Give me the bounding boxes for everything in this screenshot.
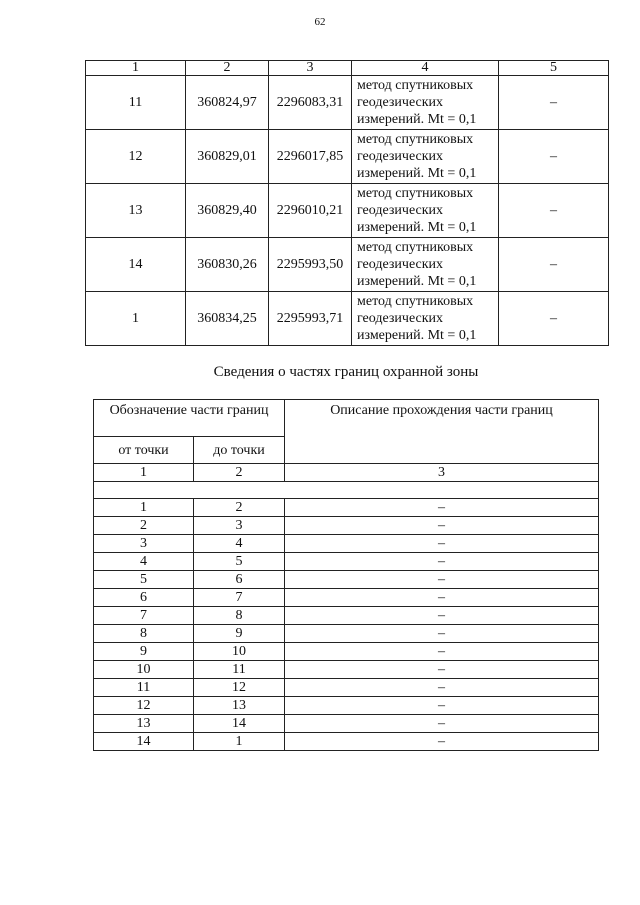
column-number-cell: 4	[352, 61, 499, 76]
coordinates-row	[86, 184, 609, 238]
column-number-cell: 5	[499, 61, 609, 76]
parts-row	[94, 643, 599, 661]
method-line: геодезических	[357, 311, 444, 326]
column-number-cell: 1	[86, 61, 186, 76]
y-coordinate-cell: 2296083,31	[269, 76, 352, 130]
method-line: геодезических	[357, 95, 444, 110]
parts-row	[94, 607, 599, 625]
x-coordinate-cell: 360824,97	[186, 76, 269, 130]
from-point-cell: 8	[94, 625, 194, 643]
section-title: Сведения о частях границ охранной зоны	[213, 364, 479, 380]
from-point-cell: 9	[94, 643, 194, 661]
note-cell: –	[499, 76, 609, 130]
parts-row	[94, 553, 599, 571]
to-point-cell: 9	[194, 625, 285, 643]
method-line: геодезических	[357, 149, 444, 164]
description-cell: –	[285, 607, 599, 625]
parts-row	[94, 697, 599, 715]
from-point-cell: 6	[94, 589, 194, 607]
parts-row	[94, 499, 599, 517]
x-coordinate-cell: 360834,25	[186, 292, 269, 346]
method-cell	[352, 76, 499, 130]
x-coordinate-cell: 360830,26	[186, 238, 269, 292]
to-point-cell: 7	[194, 589, 285, 607]
to-point-cell: 10	[194, 643, 285, 661]
to-point-cell: 6	[194, 571, 285, 589]
method-line: метод спутниковых	[357, 78, 474, 93]
designation-header: Обозначение части границ	[94, 400, 285, 437]
parts-row	[94, 661, 599, 679]
parts-row	[94, 679, 599, 697]
description-cell: –	[285, 589, 599, 607]
method-cell	[352, 184, 499, 238]
point-number-cell: 14	[86, 238, 186, 292]
column-number-cell: 2	[186, 61, 269, 76]
y-coordinate-cell: 2295993,50	[269, 238, 352, 292]
note-cell: –	[499, 130, 609, 184]
parts-row	[94, 625, 599, 643]
coordinates-row	[86, 238, 609, 292]
to-point-cell: 8	[194, 607, 285, 625]
description-cell: –	[285, 679, 599, 697]
from-point-cell: 7	[94, 607, 194, 625]
parts-row	[94, 517, 599, 535]
y-coordinate-cell: 2296017,85	[269, 130, 352, 184]
point-number-cell: 11	[86, 76, 186, 130]
description-cell: –	[285, 625, 599, 643]
parts-row	[94, 571, 599, 589]
method-line: измерений. Mt = 0,1	[357, 274, 477, 289]
to-point-cell: 4	[194, 535, 285, 553]
coordinates-header-row	[86, 61, 609, 76]
to-point-cell: 5	[194, 553, 285, 571]
note-cell: –	[499, 238, 609, 292]
note-cell: –	[499, 292, 609, 346]
to-point-cell: 3	[194, 517, 285, 535]
method-line: геодезических	[357, 257, 444, 272]
from-point-cell: 4	[94, 553, 194, 571]
from-point-cell: 3	[94, 535, 194, 553]
from-point-header: от точки	[94, 437, 194, 464]
description-cell: –	[285, 517, 599, 535]
description-cell: –	[285, 499, 599, 517]
x-coordinate-cell: 360829,01	[186, 130, 269, 184]
column-number-cell: 3	[285, 464, 599, 482]
description-cell: –	[285, 535, 599, 553]
method-line: измерений. Mt = 0,1	[357, 328, 477, 343]
coordinates-table	[85, 60, 609, 346]
method-cell	[352, 292, 499, 346]
description-cell: –	[285, 715, 599, 733]
boundary-parts-table	[93, 399, 599, 751]
to-point-cell: 13	[194, 697, 285, 715]
point-number-cell: 13	[86, 184, 186, 238]
from-point-cell: 11	[94, 679, 194, 697]
parts-empty-row	[94, 482, 599, 499]
from-point-cell: 5	[94, 571, 194, 589]
method-line: измерений. Mt = 0,1	[357, 220, 477, 235]
parts-header-row	[94, 400, 599, 437]
point-number-cell: 12	[86, 130, 186, 184]
method-line: измерений. Mt = 0,1	[357, 112, 477, 127]
to-point-cell: 11	[194, 661, 285, 679]
note-cell: –	[499, 184, 609, 238]
parts-row	[94, 715, 599, 733]
page-number: 62	[314, 16, 326, 28]
to-point-cell: 14	[194, 715, 285, 733]
description-cell: –	[285, 553, 599, 571]
coordinates-row	[86, 292, 609, 346]
method-line: метод спутниковых	[357, 132, 474, 147]
to-point-cell: 12	[194, 679, 285, 697]
description-cell: –	[285, 697, 599, 715]
column-number-cell: 1	[94, 464, 194, 482]
to-point-cell: 1	[194, 733, 285, 751]
x-coordinate-cell: 360829,40	[186, 184, 269, 238]
method-line: метод спутниковых	[357, 294, 474, 309]
method-line: измерений. Mt = 0,1	[357, 166, 477, 181]
column-number-cell: 2	[194, 464, 285, 482]
description-cell: –	[285, 733, 599, 751]
description-cell: –	[285, 661, 599, 679]
column-number-cell: 3	[269, 61, 352, 76]
point-number-cell: 1	[86, 292, 186, 346]
from-point-cell: 1	[94, 499, 194, 517]
parts-row	[94, 733, 599, 751]
coordinates-row	[86, 130, 609, 184]
from-point-cell: 10	[94, 661, 194, 679]
description-cell: –	[285, 571, 599, 589]
parts-row	[94, 589, 599, 607]
method-line: геодезических	[357, 203, 444, 218]
description-cell: –	[285, 643, 599, 661]
from-point-cell: 2	[94, 517, 194, 535]
method-line: метод спутниковых	[357, 186, 474, 201]
empty-cell	[94, 482, 599, 499]
coordinates-row	[86, 76, 609, 130]
from-point-cell: 12	[94, 697, 194, 715]
parts-column-numbers-row	[94, 464, 599, 482]
method-cell	[352, 238, 499, 292]
y-coordinate-cell: 2295993,71	[269, 292, 352, 346]
y-coordinate-cell: 2296010,21	[269, 184, 352, 238]
from-point-cell: 13	[94, 715, 194, 733]
parts-row	[94, 535, 599, 553]
to-point-header: до точки	[194, 437, 285, 464]
method-cell	[352, 130, 499, 184]
to-point-cell: 2	[194, 499, 285, 517]
description-header: Описание прохождения части границ	[285, 400, 599, 464]
from-point-cell: 14	[94, 733, 194, 751]
method-line: метод спутниковых	[357, 240, 474, 255]
